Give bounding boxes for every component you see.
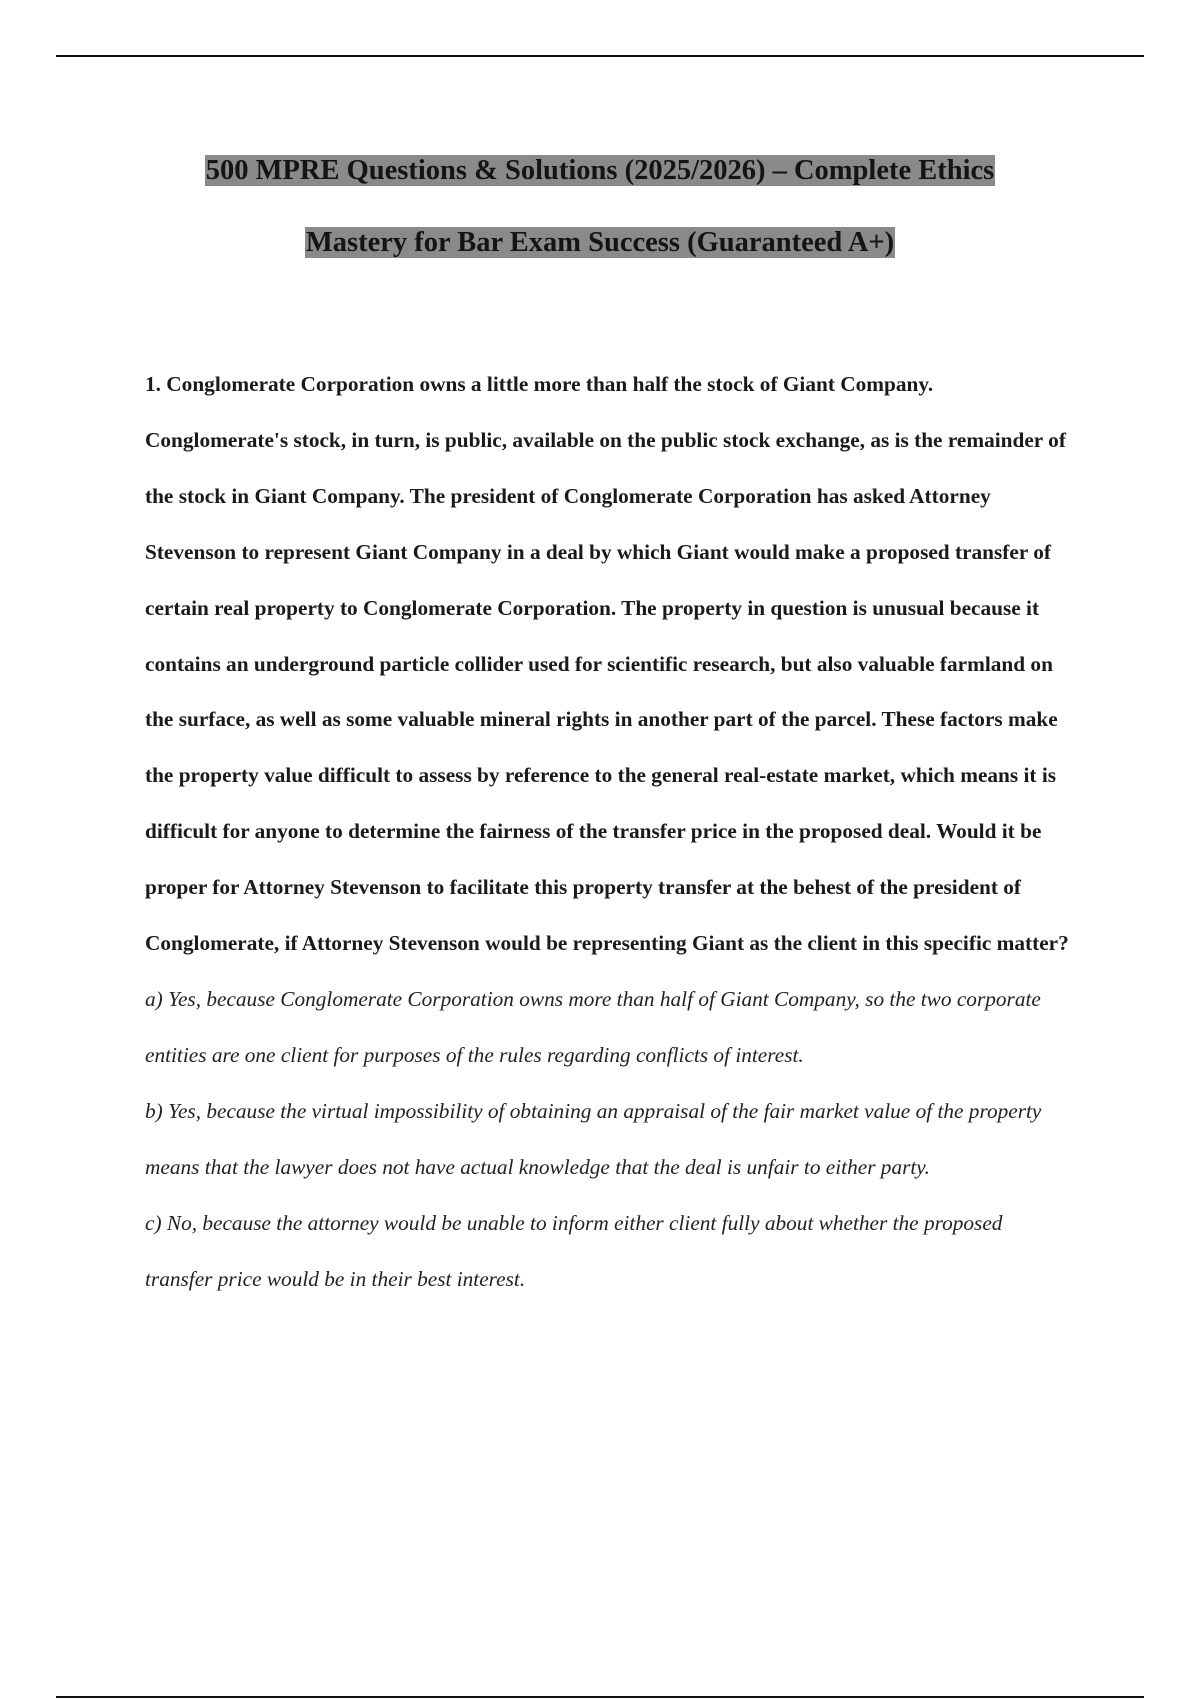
title-line-2: Mastery for Bar Exam Success (Guaranteed A+) — [305, 227, 895, 258]
question-block — [145, 357, 1075, 1307]
document-title — [100, 135, 1100, 279]
header-rule — [56, 55, 1144, 57]
footer-rule — [56, 1696, 1144, 1698]
answer-option-b: b) Yes, because the virtual impossibility of obtaining an appraisal of the fair market value of the property means that the lawyer does not have actual knowledge that the deal is unfair to either party. — [145, 1098, 1042, 1179]
question-text: 1. Conglomerate Corporation owns a little more than half the stock of Giant Company. Conglomerate's stock, in turn, is public, available on the public stock exchange, as is the remainder of the stock in Giant Company. The president of Conglomerate Corporation has asked Attorney Stevenson to represent Giant Company in a deal by which Giant would make a proposed transfer of certain real property to Conglomerate Corporation. The property in question is unusual because it contains an underground particle collider used for scientific research, but also valuable farmland on the surface, as well as some valuable mineral rights in another part of the parcel. These factors make the property value difficult to assess by reference to the general real-estate market, which means it is difficult for anyone to determine the fairness of the transfer price in the proposed deal. Would it be proper for Attorney Stevenson to facilitate this property transfer at the behest of the president of Conglomerate, if Attorney Stevenson would be representing Giant as the client in this specific matter? — [145, 372, 1069, 956]
answer-option-a: a) Yes, because Conglomerate Corporation owns more than half of Giant Company, so the two corporate entities are one client for purposes of the rules regarding conflicts of interest. — [145, 986, 1041, 1067]
answer-option-c: c) No, because the attorney would be unable to inform either client fully about whether the proposed transfer price would be in their best interest. — [145, 1210, 1003, 1291]
title-line-1: 500 MPRE Questions & Solutions (2025/2026) – Complete Ethics — [205, 155, 995, 186]
